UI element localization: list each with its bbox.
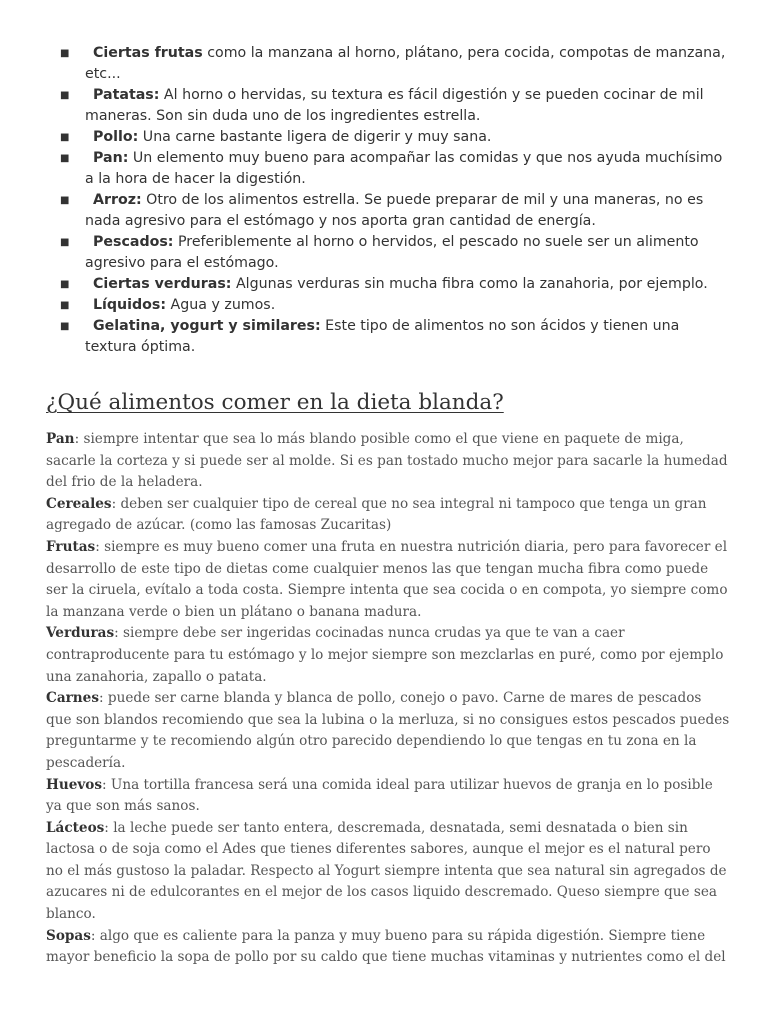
item-text: Este tipo de alimentos no son ácidos y tienen una textura óptima. — [85, 318, 680, 355]
paragraph-text: : siempre intentar que sea lo más blando posible como el que viene en paquete de miga, sacarle la corteza y si puede ser al molde. Si es pan tostado mucho mejor para sacarle la humedad del frio de la heladera. — [46, 431, 728, 491]
item-text: Un elemento muy bueno para acompañar las comidas y que nos ayuda muchísimo a la hora de hacer la digestión. — [85, 150, 723, 187]
paragraph-term: Frutas — [46, 538, 96, 555]
list-item — [0, 316, 768, 358]
list-item — [0, 295, 768, 316]
body-text — [46, 429, 731, 969]
list-item — [0, 43, 768, 85]
item-lead: Arroz: — [93, 192, 142, 208]
square-bullet-icon: ■ — [60, 321, 70, 332]
paragraph — [46, 494, 731, 537]
item-text: como la manzana al horno, plátano, pera cocida, compotas de manzana, etc... — [85, 45, 726, 82]
item-lead: Ciertas verduras: — [93, 276, 232, 292]
paragraph — [46, 537, 731, 623]
list-item — [0, 274, 768, 295]
list-item — [0, 232, 768, 274]
food-bullet-list — [0, 43, 768, 358]
item-text: Agua y zumos. — [166, 297, 276, 313]
paragraph-term: Carnes — [46, 690, 99, 707]
list-item — [0, 190, 768, 232]
paragraph-term: Cereales — [46, 495, 112, 512]
square-bullet-icon: ■ — [60, 90, 70, 101]
paragraph-text: : deben ser cualquier tipo de cereal que no sea integral ni tampoco que tenga un gran agregado de azúcar. (como las famosas Zucaritas) — [46, 495, 707, 534]
square-bullet-icon: ■ — [60, 48, 70, 59]
item-lead: Ciertas frutas — [93, 45, 203, 61]
paragraph — [46, 688, 731, 774]
item-lead: Patatas: — [93, 87, 160, 103]
square-bullet-icon: ■ — [60, 195, 70, 206]
item-text: Algunas verduras sin mucha fibra como la zanahoria, por ejemplo. — [231, 276, 708, 292]
paragraph-term: Huevos — [46, 776, 102, 793]
list-item — [0, 148, 768, 190]
paragraph — [46, 818, 731, 926]
list-item — [0, 127, 768, 148]
item-lead: Pescados: — [93, 234, 174, 250]
paragraph-text: : la leche puede ser tanto entera, descremada, desnatada, semi desnatada o bien sin lactosa o de soja como el Ades que tienes diferentes sabores, aunque el mejor es el natural pero no el más gustoso la paladar. Respecto al Yogurt siempre intenta que sea natural sin agregados de azucares ni de edulcorantes en el mejor de los casos liquido descremado. Queso siempre que sea blanco. — [46, 819, 727, 923]
paragraph — [46, 775, 731, 818]
paragraph — [46, 623, 731, 688]
paragraph-term: Lácteos — [46, 819, 105, 836]
square-bullet-icon: ■ — [60, 300, 70, 311]
item-lead: Líquidos: — [93, 297, 167, 313]
square-bullet-icon: ■ — [60, 132, 70, 143]
item-text: Preferiblemente al horno o hervidos, el pescado no suele ser un alimento agresivo para el estómago. — [85, 234, 699, 271]
paragraph-term: Sopas — [46, 927, 91, 944]
paragraph — [46, 429, 731, 494]
paragraph-text: : algo que es caliente para la panza y muy bueno para su rápida digestión. Siempre tiene mayor beneficio la sopa de pollo por su caldo que tiene muchas vitaminas y nutrientes como el del — [46, 927, 726, 966]
paragraph-term: Verduras — [46, 625, 115, 642]
list-item — [0, 85, 768, 127]
item-text: Al horno o hervidas, su textura es fácil digestión y se pueden cocinar de mil maneras. Son sin duda uno de los ingredientes estrella. — [85, 87, 704, 124]
paragraph-text: : puede ser carne blanda y blanca de pollo, conejo o pavo. Carne de mares de pescados que son blandos recomiendo que sea la lubina o la merluza, si no consigues estos pescados puedes preguntarme y te recomiendo algún otro parecido dependiendo lo que tengas en tu zona en la pescadería. — [46, 690, 730, 771]
square-bullet-icon: ■ — [60, 153, 70, 164]
square-bullet-icon: ■ — [60, 279, 70, 290]
paragraph-term: Pan — [46, 431, 75, 447]
section-title: ¿Qué alimentos comer en la dieta blanda? — [46, 390, 504, 415]
square-bullet-icon: ■ — [60, 237, 70, 248]
paragraph-text: : siempre debe ser ingeridas cocinadas nunca crudas ya que te van a caer contraproducente para tu estómago y lo mejor siempre son mezclarlas en puré, como por ejemplo una zanahoria, zapallo o patata. — [46, 625, 724, 685]
item-lead: Gelatina, yogurt y similares: — [93, 318, 321, 334]
item-lead: Pan: — [93, 150, 129, 166]
item-text: Una carne bastante ligera de digerir y muy sana. — [138, 129, 492, 145]
paragraph-text: : siempre es muy bueno comer una fruta en nuestra nutrición diaria, pero para favorecer el desarrollo de este tipo de dietas come cualquier menos las que tengan mucha fibra como puede ser la ciruela, evítalo a toda costa. Siempre intenta que sea cocida o en compota, yo siempre como la manzana verde o bien un plátano o banana madura. — [46, 538, 728, 620]
item-text: Otro de los alimentos estrella. Se puede preparar de mil y una maneras, no es nada agresivo para el estómago y nos aporta gran cantidad de energía. — [85, 192, 704, 229]
item-lead: Pollo: — [93, 129, 139, 145]
paragraph — [46, 926, 731, 969]
paragraph-text: : Una tortilla francesa será una comida ideal para utilizar huevos de granja en lo posible ya que son más sanos. — [46, 776, 713, 815]
